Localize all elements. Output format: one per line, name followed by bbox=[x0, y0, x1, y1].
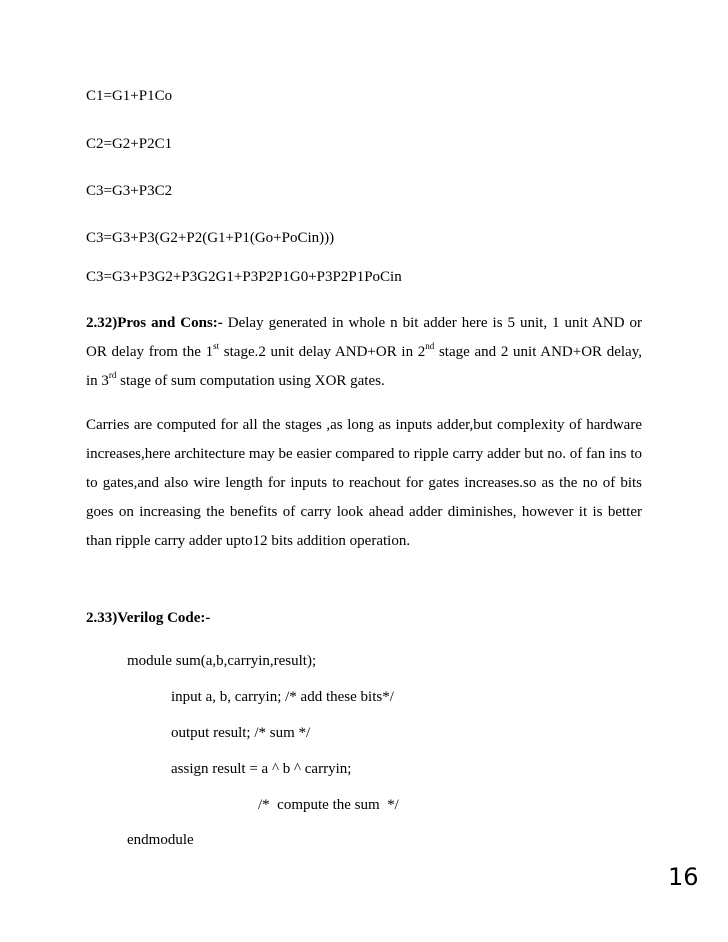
equation-c2: C2=G2+P2C1 bbox=[86, 136, 173, 152]
code-line-comment: /* compute the sum */ bbox=[258, 797, 399, 813]
verilog-heading: 2.33)Verilog Code:- bbox=[86, 610, 211, 626]
superscript-nd: nd bbox=[425, 341, 435, 351]
pros-cons-text-3: stage and 2 unit AND+OR delay, in 3 bbox=[86, 344, 642, 389]
page-number: 16 bbox=[668, 863, 699, 891]
superscript-st: st bbox=[213, 341, 220, 351]
equation-c3-full: C3=G3+P3G2+P3G2G1+P3P2P1G0+P3P2P1PoCin bbox=[86, 269, 402, 285]
pros-cons-text-2: stage.2 unit delay AND+OR in 2 bbox=[219, 344, 426, 360]
pros-cons-paragraph bbox=[86, 309, 642, 396]
superscript-rd: rd bbox=[108, 370, 117, 380]
equation-c3: C3=G3+P3C2 bbox=[86, 183, 173, 199]
pros-cons-text-4: stage of sum computation using XOR gates. bbox=[116, 373, 385, 389]
pros-cons-text-1: Delay generated in whole n bit adder here is 5 unit, 1 unit AND or OR delay from the 1 bbox=[86, 315, 643, 360]
pros-cons-heading: 2.32)Pros and Cons:- bbox=[86, 315, 223, 331]
equation-c1: C1=G1+P1Co bbox=[86, 88, 173, 104]
code-line-endmodule: endmodule bbox=[127, 832, 194, 848]
equation-c3-expanded: C3=G3+P3(G2+P2(G1+P1(Go+PoCin))) bbox=[86, 230, 335, 246]
code-line-output: output result; /* sum */ bbox=[171, 725, 311, 741]
code-line-input: input a, b, carryin; /* add these bits*/ bbox=[171, 689, 394, 705]
code-line-assign: assign result = a ^ b ^ carryin; bbox=[171, 761, 352, 777]
carries-paragraph: Carries are computed for all the stages ,as long as inputs adder,but complexity of hardware increases,here architecture may be easier compared to ripple carry adder but no. of fan ins to to gates,and also wire length for inputs to reachout for gates increases.so as the no of bits goes on increasing the benefits of carry look ahead adder diminishes, however it is better than ripple carry adder upto12 bits addition operation. bbox=[86, 417, 642, 549]
code-line-module: module sum(a,b,carryin,result); bbox=[127, 653, 317, 669]
